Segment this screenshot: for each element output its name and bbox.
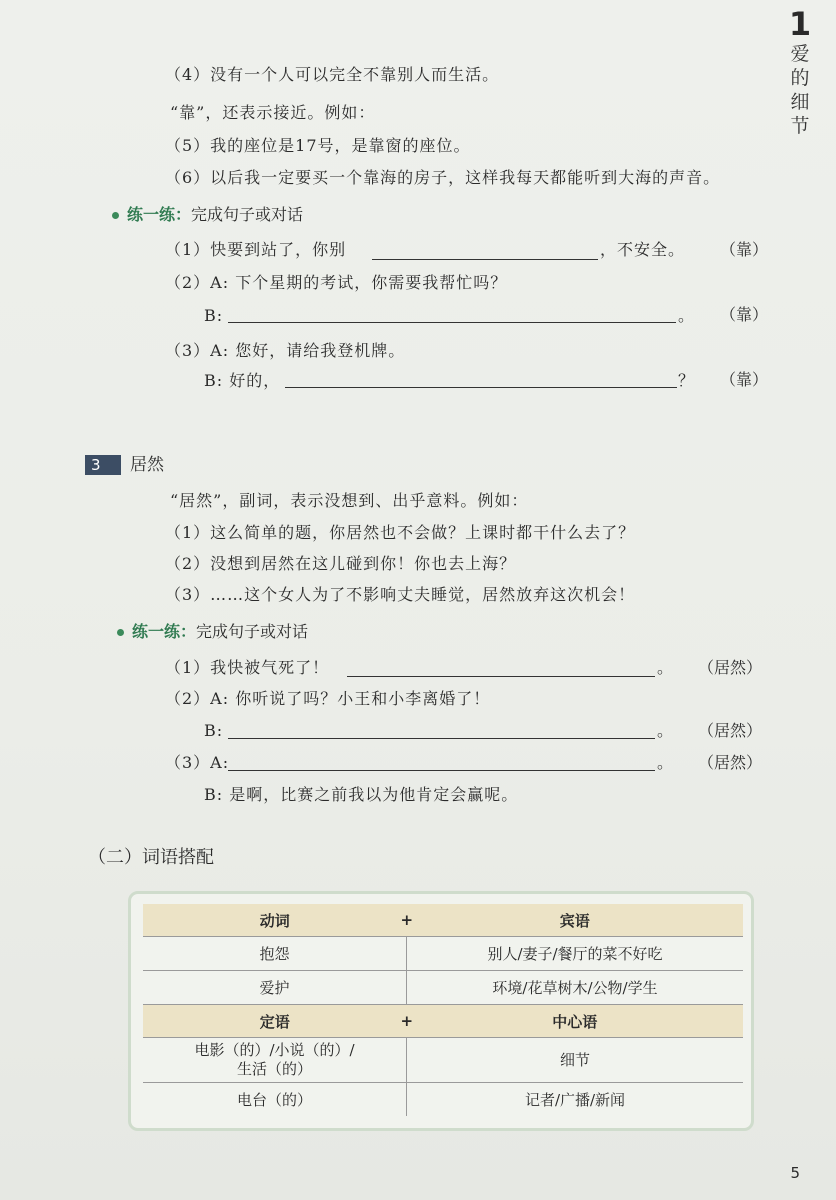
exercise-hint: （靠） — [720, 240, 769, 259]
table-header-right — [400, 1005, 744, 1038]
example-line-3: （3）……这个女人为了不影响丈夫睡觉，居然放弃这次机会！ — [165, 585, 636, 604]
exercise-2-line-b: B: — [204, 721, 224, 740]
example-line-5: （5）我的座位是17号，是靠窗的座位。 — [165, 136, 471, 155]
chapter-title-char: 细 — [790, 91, 810, 113]
chapter-title-char: 的 — [790, 67, 810, 89]
table-row — [143, 1038, 743, 1083]
cell-line: 电影（的）/小说（的）/ — [194, 1041, 355, 1059]
table-cell: 电台（的） — [143, 1083, 407, 1117]
answer-blank[interactable] — [228, 322, 676, 323]
page-number: 5 — [790, 1164, 800, 1182]
exercise-hint: （居然） — [698, 658, 763, 677]
chapter-title-char: 爱 — [790, 43, 810, 65]
practice-desc: 完成句子或对话 — [191, 205, 304, 224]
practice-heading — [117, 621, 308, 643]
example-line-1: （1）这么简单的题，你居然也不会做？上课时都干什么去了？ — [165, 523, 636, 542]
exercise-1-prefix: （1）我快被气死了！ — [165, 658, 330, 677]
table-header-left — [143, 904, 407, 937]
table-cell — [143, 1038, 407, 1083]
exercise-hint: （居然） — [698, 753, 763, 772]
exercise-2-line-b: B: — [204, 306, 224, 325]
example-line-2: （2）没想到居然在这儿碰到你！你也去上海？ — [165, 554, 517, 573]
exercise-3-line-b: B: 是啊，比赛之前我以为他肯定会赢呢。 — [204, 785, 519, 804]
header-left-label: 定语 — [259, 1012, 290, 1031]
header-right-label: 宾语 — [559, 911, 590, 930]
practice-title: 练一练： — [127, 205, 192, 224]
example-line-4: （4）没有一个人可以完全不靠别人而生活。 — [165, 65, 500, 84]
example-line-6: （6）以后我一定要买一个靠海的房子，这样我每天都能听到大海的声音。 — [165, 168, 721, 187]
usage-note: “靠”，还表示接近。例如： — [170, 103, 376, 122]
header-plus: + — [400, 911, 414, 929]
chapter-number: 1 — [788, 5, 812, 43]
exercise-3-end: ？ — [678, 371, 696, 390]
table-row — [143, 1083, 743, 1117]
table-cell: 记者/广播/新闻 — [524, 1091, 626, 1109]
exercise-hint: （居然） — [698, 721, 763, 740]
table-header-row — [143, 1005, 743, 1038]
answer-blank[interactable] — [285, 387, 677, 388]
table-cell: 抱怨 — [143, 937, 407, 971]
header-right-label: 中心语 — [552, 1012, 598, 1031]
section-number-badge: 3 — [85, 455, 121, 475]
exercise-1-end: 。 — [657, 658, 675, 677]
table-row — [143, 937, 743, 971]
chapter-marker — [782, 6, 818, 138]
bullet-icon — [117, 629, 124, 636]
table-cell: 爱护 — [143, 971, 407, 1005]
table-cell: 别人/妻子/餐厅的菜不好吃 — [407, 937, 744, 971]
exercise-2-end: 。 — [678, 306, 696, 325]
part-title: （二）词语搭配 — [88, 847, 214, 868]
exercise-1-suffix: ，不安全。 — [600, 240, 686, 259]
exercise-3-line-a: （3）A: 您好，请给我登机牌。 — [165, 341, 406, 360]
answer-blank[interactable] — [228, 738, 655, 739]
answer-blank[interactable] — [228, 770, 655, 771]
header-plus: + — [400, 1012, 414, 1030]
exercise-3-line-b: B: 好的， — [204, 371, 281, 390]
answer-blank[interactable] — [372, 259, 598, 260]
chapter-title-char: 节 — [790, 115, 810, 137]
exercise-2-line-a: （2）A: 你听说了吗？小王和小李离婚了！ — [165, 689, 491, 708]
exercise-2-line-a: （2）A: 下个星期的考试，你需要我帮忙吗？ — [165, 273, 508, 292]
collocation-table-frame — [128, 891, 754, 1131]
table-header-row — [143, 904, 743, 937]
exercise-hint: （靠） — [720, 370, 769, 389]
practice-heading — [112, 204, 303, 226]
header-left-label: 动词 — [259, 911, 290, 930]
table-header-right — [400, 904, 744, 937]
collocation-table — [143, 904, 743, 1116]
exercise-1-prefix: （1）快要到站了，你别 — [165, 240, 347, 259]
table-header-left — [143, 1005, 407, 1038]
table-cell: 细节 — [407, 1038, 744, 1083]
practice-desc: 完成句子或对话 — [196, 622, 309, 641]
section-title: 居然 — [130, 455, 164, 475]
table-cell: 环境/花草树木/公物/学生 — [407, 971, 744, 1005]
cell-line: 生活（的） — [236, 1060, 312, 1078]
practice-title: 练一练： — [132, 622, 197, 641]
bullet-icon — [112, 212, 119, 219]
exercise-2-end: 。 — [657, 721, 675, 740]
exercise-3-end: 。 — [657, 753, 675, 772]
answer-blank[interactable] — [347, 676, 655, 677]
usage-note: “居然”，副词，表示没想到、出乎意料。例如： — [170, 491, 529, 510]
exercise-3-line-a: （3）A: — [165, 753, 230, 772]
table-row — [143, 971, 743, 1005]
exercise-hint: （靠） — [720, 305, 769, 324]
